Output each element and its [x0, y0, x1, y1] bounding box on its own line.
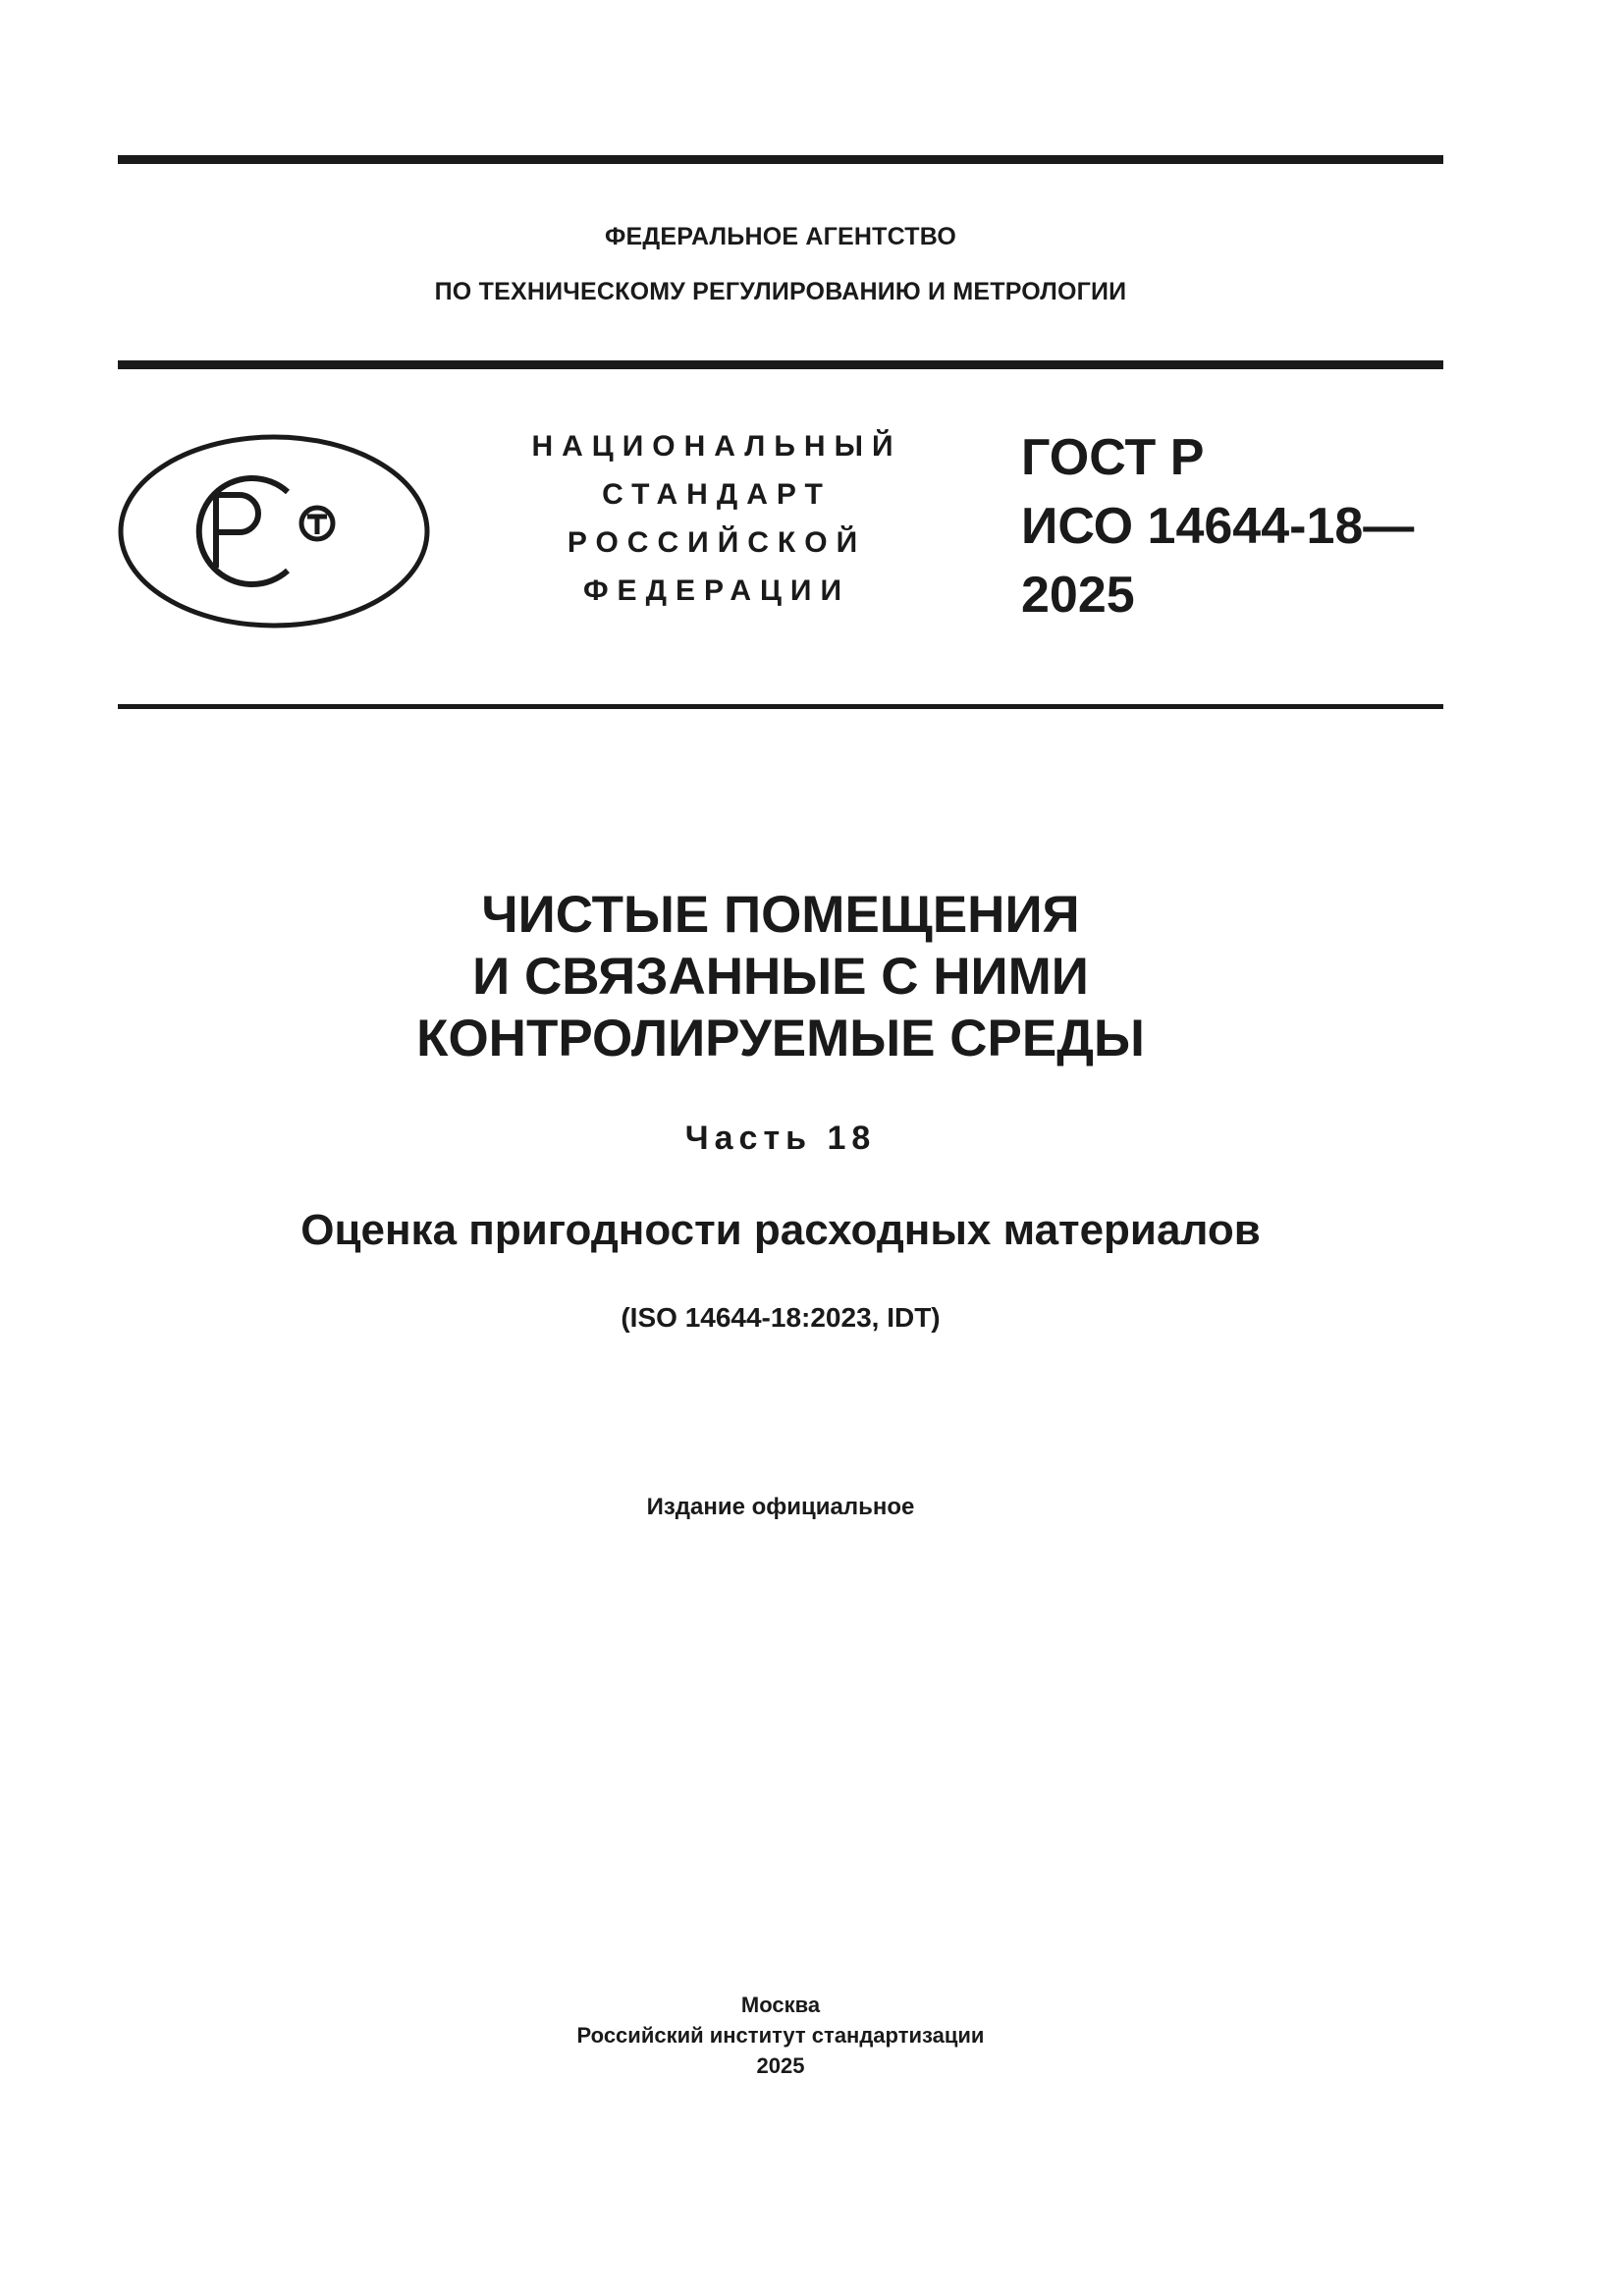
national-line-3: РОССИЙСКОЙ [567, 526, 867, 559]
national-line-1: НАЦИОНАЛЬНЫЙ [531, 430, 902, 463]
top-rule [118, 155, 1443, 164]
part-number: Часть 18 [684, 1120, 877, 1157]
iso-reference: (ISO 14644-18:2023, IDT) [621, 1302, 941, 1333]
header-rule [118, 360, 1443, 369]
designation-line-2: ИСО 14644-18— [1021, 498, 1415, 555]
designation-line-3: 2025 [1021, 567, 1135, 624]
national-line-2: СТАНДАРТ [602, 478, 832, 511]
designation-line-1: ГОСТ Р [1021, 429, 1205, 486]
agency-line-2: ПО ТЕХНИЧЕСКОМУ РЕГУЛИРОВАНИЮ И МЕТРОЛОГИИ [434, 278, 1127, 305]
publisher-block [118, 1990, 1443, 2081]
title-line-2: И СВЯЗАННЫЕ С НИМИ [472, 948, 1089, 1006]
divider-rule [118, 704, 1443, 709]
publisher-name: Российский институт стандартизации [576, 2023, 985, 2048]
standard-designation [1021, 423, 1443, 629]
title-line-1: ЧИСТЫЕ ПОМЕЩЕНИЯ [481, 886, 1080, 944]
national-line-4: ФЕДЕРАЦИИ [582, 574, 851, 607]
document-title [118, 884, 1443, 1069]
rst-certification-logo-icon [116, 432, 432, 630]
publisher-city: Москва [740, 1993, 821, 2017]
publisher-year: 2025 [756, 2053, 805, 2078]
edition-label: Издание официальное [646, 1494, 915, 1520]
document-subtitle: Оценка пригодности расходных материалов [300, 1206, 1261, 1254]
national-standard-label [511, 422, 923, 615]
title-line-3: КОНТРОЛИРУЕМЫЕ СРЕДЫ [416, 1010, 1145, 1067]
agency-line-1: ФЕДЕРАЛЬНОЕ АГЕНТСТВО [605, 223, 956, 250]
